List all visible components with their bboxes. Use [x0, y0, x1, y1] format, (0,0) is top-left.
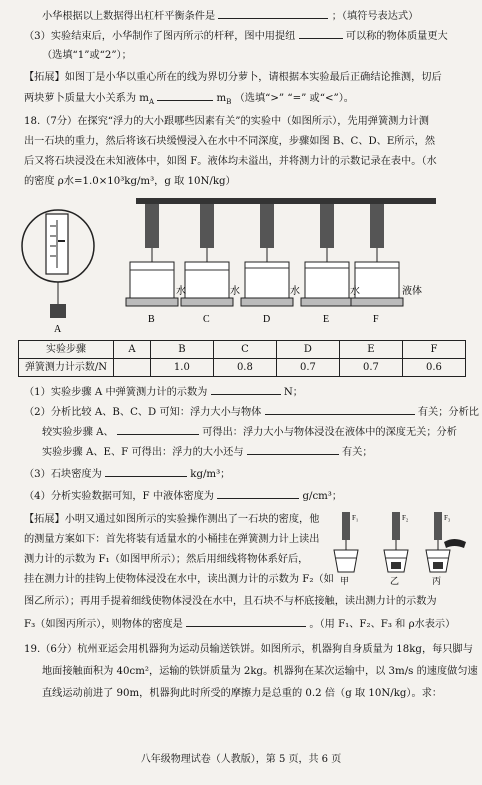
table-cell: 0.7	[276, 359, 339, 377]
hand-icon	[444, 539, 466, 548]
text: 挂在测力计的挂钩上使物体浸没在水中，读出测力计的示数为 F₂（如	[24, 574, 334, 585]
table-header: D	[276, 341, 339, 359]
text: 【拓展】小明又通过如图所示的实验操作测出了一石块的密度，他	[24, 514, 320, 525]
answer-blank[interactable]	[265, 404, 415, 415]
text-line	[24, 174, 466, 190]
force-label: F₃	[444, 514, 451, 522]
text-line	[42, 686, 466, 702]
text: 【拓展】如图丁是小华以重心所在的线为界切分萝卜，请根据本实验最后正确结论推测，切后	[24, 72, 442, 83]
text-line	[42, 48, 466, 64]
text-line	[42, 8, 466, 25]
text: 两块萝卜质量大小关系为 m	[24, 93, 149, 104]
text: 可以称的物体质量更大	[345, 31, 448, 42]
text: 有关；	[342, 447, 373, 458]
table-cell: 弹簧测力计示数/N	[19, 359, 114, 377]
text: kg/m³；	[190, 469, 231, 480]
spring-scale-figure	[18, 196, 438, 336]
text: 18.（7分）在探究“浮力的大小跟哪些因素有关”的实验中（如图所示），先用弹簧测力计测	[24, 116, 429, 127]
water-label: 水	[350, 286, 360, 297]
support-bar	[136, 198, 436, 204]
text-line	[24, 28, 466, 45]
table-cell	[114, 359, 151, 377]
text: 小华根据以上数据得出杠杆平衡条件是	[42, 11, 216, 22]
table-cell: 0.7	[339, 359, 402, 377]
text: m	[216, 93, 227, 104]
text: （选填“1”或“2”）；	[42, 50, 132, 61]
text-line: 两块萝卜质量大小关系为 $m_A$ $m_B$ （选填“>” “=” 或“<”）。	[24, 90, 466, 108]
label-b: B	[148, 314, 155, 325]
label-yi: 乙	[390, 577, 400, 587]
table-row	[19, 359, 466, 377]
text: N；	[283, 387, 303, 398]
text: ；（填符号表达式）	[331, 11, 419, 22]
text-line	[24, 466, 466, 483]
text: 测力计的示数为 F₁（如图甲所示）；然后用细线将物体系好后，	[24, 554, 309, 565]
table-header: B	[150, 341, 213, 359]
text: 图乙所示）；再用手提着细线使物体浸没在水中，且石块不与杯底接触，读出测力计的示数为	[24, 596, 437, 607]
text: （4）分析实验数据可知，F 中液体密度为	[24, 491, 214, 502]
text: （1）实验步骤 A 中弹簧测力计的示数为	[24, 387, 208, 398]
table-header: C	[213, 341, 276, 359]
label-c: C	[203, 314, 210, 325]
force-label: F₂	[402, 514, 409, 522]
text: 的测量方案如下：首先将装有适量水的小桶挂在弹簧测力计上读出	[24, 534, 320, 545]
text-line	[24, 134, 466, 150]
text: 较实验步骤 A、	[42, 427, 114, 438]
answer-blank[interactable]	[247, 444, 339, 455]
text: 实验步骤 A、E、F 可得出：浮力的大小还与	[42, 447, 244, 458]
label-f: F	[373, 314, 379, 325]
label-d: D	[263, 314, 271, 325]
water-label: 水	[290, 286, 300, 297]
table-header: F	[402, 341, 465, 359]
text: （3）石块密度为	[24, 469, 102, 480]
label-jia: 甲	[340, 577, 350, 587]
extension-figure	[330, 508, 470, 588]
answer-blank[interactable]	[105, 466, 187, 477]
text: （2）分析比较 A、B、C、D 可知：浮力大小与物体	[24, 407, 262, 418]
table-header: A	[114, 341, 151, 359]
text: g/cm³；	[302, 491, 343, 502]
text-line	[24, 154, 466, 170]
text-line	[24, 384, 466, 401]
scale-e	[301, 204, 353, 306]
text: 出一石块的重力，然后将该石块缓慢浸入在水中不同深度，步骤如图 B、C、D、E所示，然	[24, 136, 436, 147]
text-line	[42, 424, 466, 441]
data-table	[18, 340, 466, 377]
water-label: 水	[230, 286, 240, 297]
text-line	[24, 404, 479, 421]
table-cell: 0.6	[402, 359, 465, 377]
answer-blank[interactable]	[211, 384, 281, 395]
text-line	[42, 664, 478, 680]
answer-blank[interactable]	[117, 424, 199, 435]
text: 19.（6分）杭州亚运会用机器狗为运动员输送铁饼。如图所示，机器狗自身质量为 18kg，每只脚与	[24, 644, 473, 655]
answer-blank[interactable]	[186, 616, 306, 627]
text-line	[42, 444, 466, 461]
answer-blank[interactable]	[157, 90, 213, 101]
question-18	[24, 114, 466, 130]
answer-blank[interactable]	[217, 488, 299, 499]
text: 直线运动前进了 90m，机器狗此时所受的摩擦力是总重的 0.2 倍（g 取 10N/kg）。求：	[42, 688, 443, 699]
text: F₃（如图丙所示），则物体的密度是	[24, 619, 183, 630]
table-cell: 0.8	[213, 359, 276, 377]
text-line	[24, 70, 466, 86]
force-label: F₁	[352, 514, 359, 522]
question-19	[24, 642, 473, 658]
text: 地面接触面积为 40cm²，运输的铁饼质量为 2kg。机器狗在某次运输中，以 3m/s 的速度做匀速	[42, 666, 478, 677]
scale-d	[241, 204, 293, 306]
liquid-label: 液体	[402, 286, 422, 297]
text-line	[24, 594, 466, 610]
text-line	[24, 616, 466, 633]
label-e: E	[323, 314, 330, 325]
text: 。（用 F₁、F₂、F₃ 和 ρ水表示）	[309, 619, 456, 630]
text: 有关；分析比	[417, 407, 479, 418]
answer-blank[interactable]	[299, 28, 343, 39]
table-cell: 1.0	[150, 359, 213, 377]
scale-c	[181, 204, 233, 306]
text: （选填“>” “=” 或“<”）。	[234, 93, 354, 104]
label-a: A	[54, 324, 62, 335]
water-label: 水	[176, 286, 186, 297]
table-header: 实验步骤	[19, 341, 114, 359]
label-bing: 丙	[432, 577, 442, 587]
text-line	[24, 488, 466, 505]
table-header: E	[339, 341, 402, 359]
text: 可得出：浮力大小与物体浸没在液体中的深度无关；分析	[202, 427, 457, 438]
text: 的密度 ρ水=1.0×10³kg/m³，g 取 10N/kg）	[24, 176, 236, 187]
text: 后又将石块浸没在未知液体中，如图 F。液体均未溢出，并将测力计的示数记录在表中。（水	[24, 156, 437, 167]
page-footer: 八年级物理试卷（人教版），第 5 页，共 6 页	[140, 754, 342, 765]
scale-a	[22, 210, 94, 318]
scale-b	[126, 204, 178, 306]
answer-blank[interactable]	[218, 8, 328, 19]
table-row	[19, 341, 466, 359]
text: （3）实验结束后，小华制作了图丙所示的杆秤，图中用提纽	[24, 31, 296, 42]
